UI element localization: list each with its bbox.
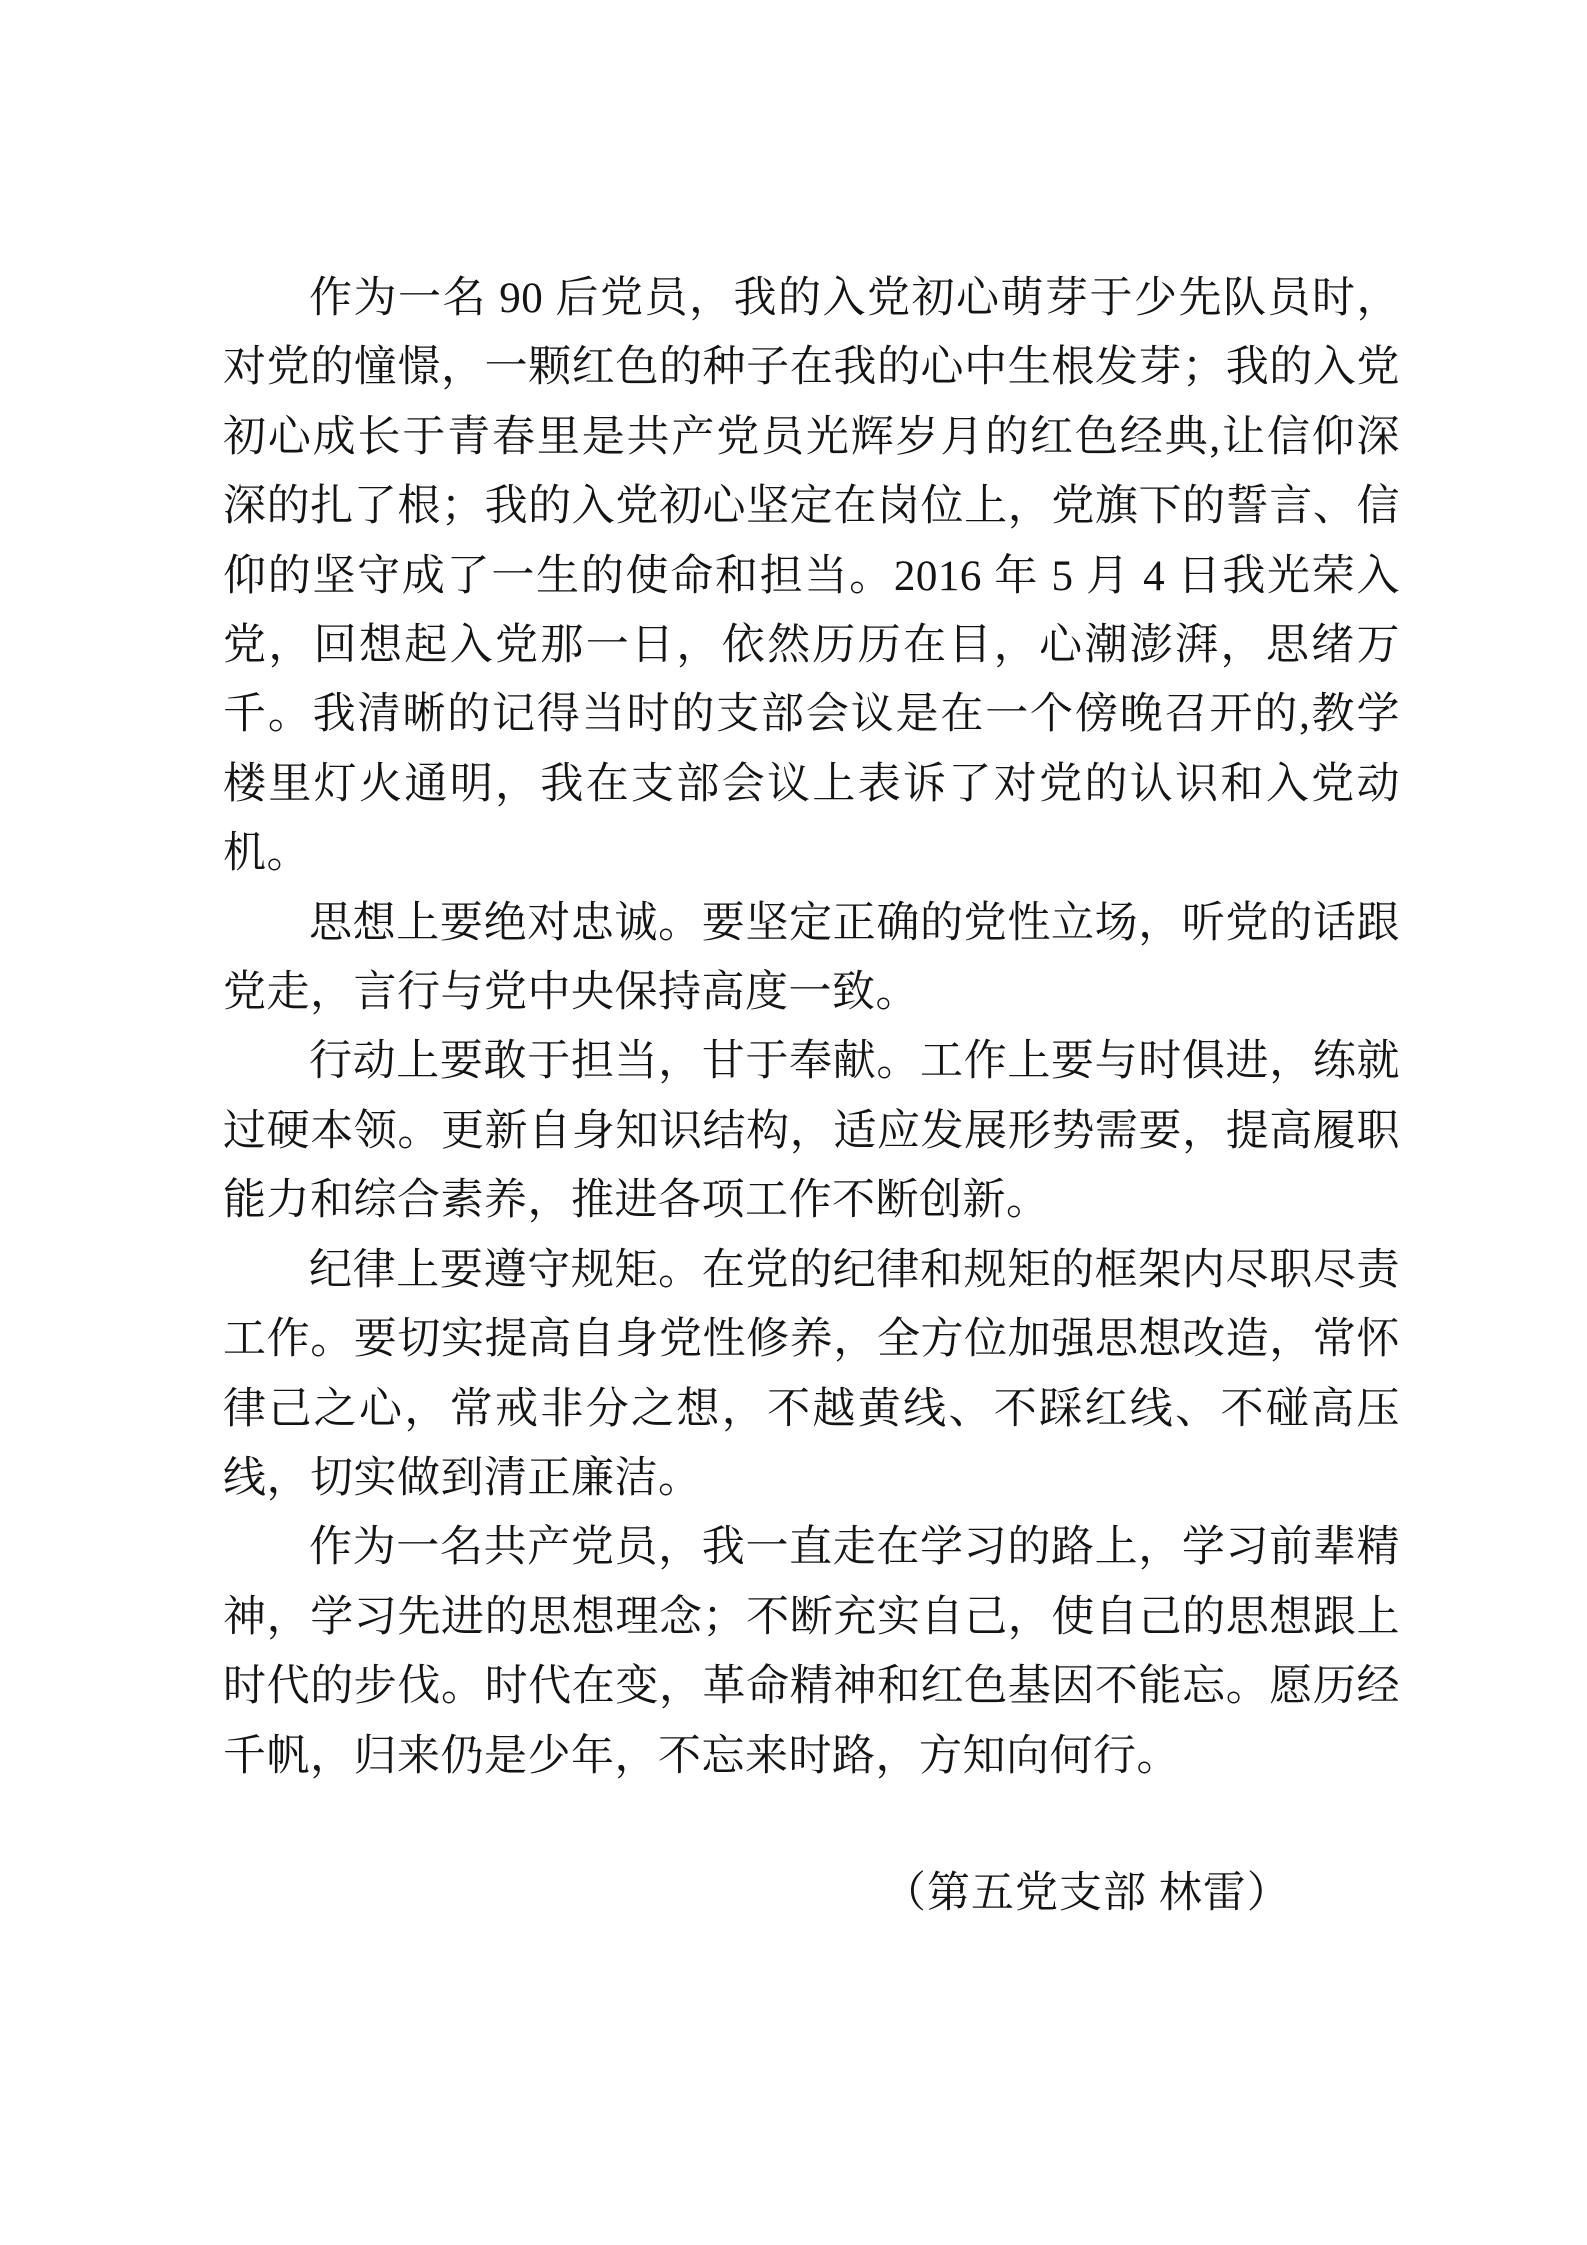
paragraph-thought-loyalty: 思想上要绝对忠诚。要坚定正确的党性立场，听党的话跟党走，言行与党中央保持高度一致。 — [223, 899, 1400, 1017]
signature: （第五党支部 林雷） — [883, 1870, 1291, 1917]
document-body — [223, 264, 1400, 1791]
paragraph-discipline-rules: 纪律上要遵守规矩。在党的纪律和规矩的框架内尽职尽责工作。要切实提高自身党性修养，全方位加强思想改造，常怀律己之心，常戒非分之想，不越黄线、不踩红线、不碰高压线，切实做到清正廉洁。 — [223, 1246, 1400, 1502]
paragraph-learning-conclusion: 作为一名共产党员，我一直走在学习的路上，学习前辈精神，学习先进的思想理念；不断充实自己，使自己的思想跟上时代的步伐。时代在变，革命精神和红色基因不能忘。愿历经千帆，归来仍是少年，不忘来时路，方知向何行。 — [223, 1524, 1400, 1780]
paragraph-initiation-origin: 作为一名 90 后党员，我的入党初心萌芽于少先队员时，对党的憧憬，一颗红色的种子在我的心中生根发芽；我的入党初心成长于青春里是共产党员光辉岁月的红色经典,让信仰深深的扎了根；我的入党初心坚定在岗位上，党旗下的誓言、信仰的坚守成了一生的使命和担当。2016 年 5 月 4 日我光荣入党，回想起入党那一日，依然历历在目，心潮澎湃，思绪万千。我清晰的记得当时的支部会议是在一个傍晚召开的,教学楼里灯火通明，我在支部会议上表诉了对党的认识和入党动机。 — [223, 275, 1400, 878]
paragraph-action-dedication: 行动上要敢于担当，甘于奉献。工作上要与时俱进，练就过硬本领。更新自身知识结构，适应发展形势需要，提高履职能力和综合素养，推进各项工作不断创新。 — [223, 1038, 1400, 1225]
